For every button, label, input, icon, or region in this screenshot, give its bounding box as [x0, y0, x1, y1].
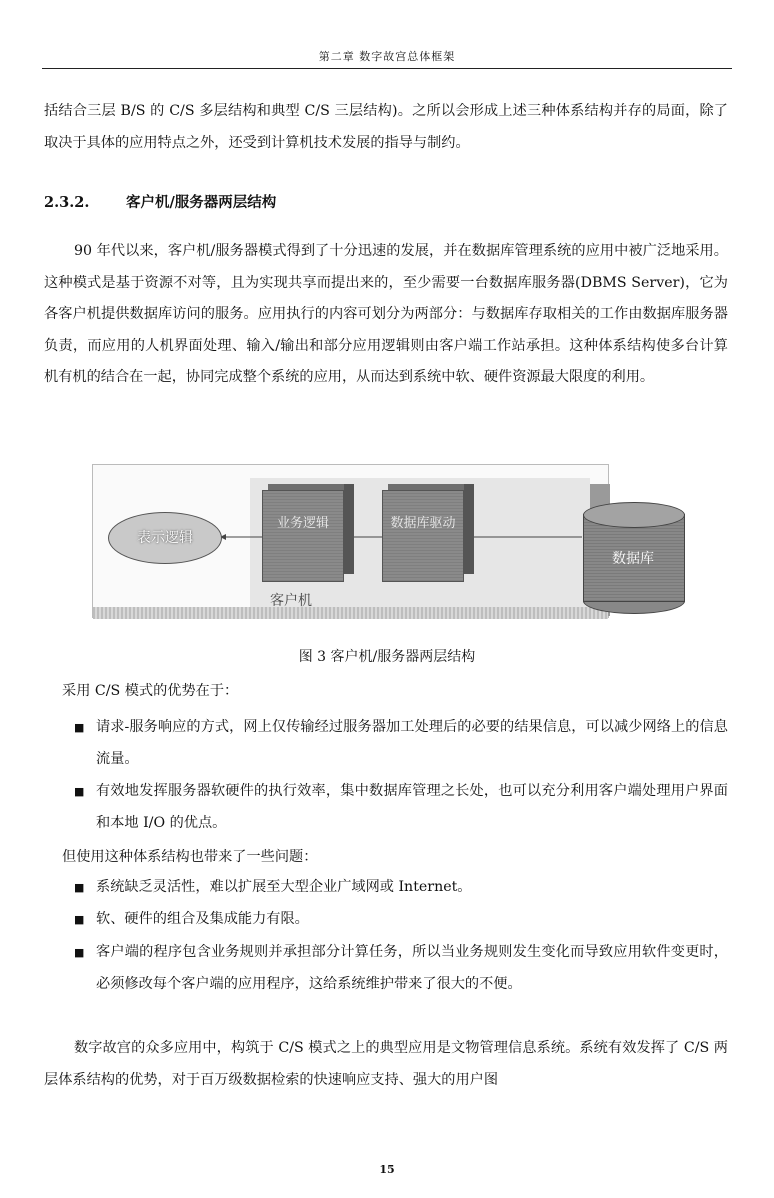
problem-item: [74, 937, 728, 1000]
db-driver-node: [382, 490, 464, 582]
database-top: [583, 502, 685, 528]
paragraph-cs-intro: 90 年代以来，客户机/服务器模式得到了十分迅速的发展，并在数据库管理系统的应用中被广泛地采用。这种模式是基于资源不对等，且为实现共享而提出来的，至少需要一台数据库服务器(DBMS Server)，它为各客户机提供数据库访问的服务。应用执行的内容可划分为两部分：与数据库存取相关的工作由数据库服务器负责，而应用的人机界面处理、输入/输出和部分应用逻辑则由客户端工作站承担。这种体系结构使多台计算机有机的结合在一起，协同完成整个系统的应用，从而达到系统中软、硬件资源最大限度的利用。: [44, 243, 728, 385]
bullet-icon: ■: [74, 785, 85, 798]
presentation-logic-node: 表示逻辑: [108, 512, 222, 564]
intro-paragraph: 括结合三层 B/S 的 C/S 多层结构和典型 C/S 三层结构)。之所以会形成上述三种体系结构并存的局面，除了取决于具体的应用特点之外，还受到计算机技术发展的指导与制约。: [44, 103, 728, 151]
database-label: 数据库: [612, 551, 654, 567]
driver-box-side: [464, 484, 474, 574]
problem-text: 软、硬件的组合及集成能力有限。: [96, 911, 309, 927]
header-rule: [42, 68, 732, 69]
closing-paragraph: 数字故宫的众多应用中，构筑于 C/S 模式之上的典型应用是文物管理信息系统。系统有效发挥了 C/S 两层体系结构的优势，对于百万级数据检索的快速响应支持、强大的用户图: [44, 1040, 728, 1088]
business-logic-node: [262, 490, 344, 582]
database-node: [583, 502, 689, 612]
running-header: 第二章 数字故宫总体框架: [318, 50, 456, 63]
figure-caption: 图 3 客户机/服务器两层结构: [298, 649, 476, 665]
page-number: 15: [379, 1163, 395, 1176]
bullet-icon: ■: [74, 881, 85, 894]
problem-text: 系统缺乏灵活性，难以扩展至大型企业广域网或 Internet。: [96, 879, 472, 895]
problem-text: 客户端的程序包含业务规则并承担部分计算任务，所以当业务规则发生变化而导致应用软件变更时，必须修改每个客户端的应用程序，这给系统维护带来了很大的不便。: [96, 944, 728, 992]
cs-architecture-figure: [90, 462, 695, 630]
advantage-text: 有效地发挥服务器软硬件的执行效率，集中数据库管理之长处，也可以充分利用客户端处理用户界面和本地 I/O 的优点。: [96, 783, 728, 831]
client-label: 客户机: [270, 593, 312, 609]
problem-item: [74, 904, 728, 936]
section-number: 2.3.2.: [44, 194, 90, 211]
problems-intro: 但使用这种体系结构也带来了一些问题：: [62, 849, 318, 865]
bullet-icon: ■: [74, 721, 85, 734]
bullet-icon: ■: [74, 946, 85, 959]
business-logic-label: 业务逻辑: [276, 516, 329, 531]
problem-item: [74, 872, 728, 904]
advantages-intro: 采用 C/S 模式的优势在于：: [62, 683, 239, 699]
advantage-item: [74, 712, 728, 775]
business-box-side: [344, 484, 354, 574]
section-heading: [44, 191, 276, 212]
bullet-icon: ■: [74, 913, 85, 926]
section-title: 客户机/服务器两层结构: [126, 194, 277, 211]
advantage-text: 请求-服务响应的方式，网上仅传输经过服务器加工处理后的必要的结果信息，可以减少网络上的信息流量。: [96, 719, 728, 767]
advantage-item: [74, 776, 728, 839]
db-driver-label: 数据库驱动: [390, 516, 456, 531]
